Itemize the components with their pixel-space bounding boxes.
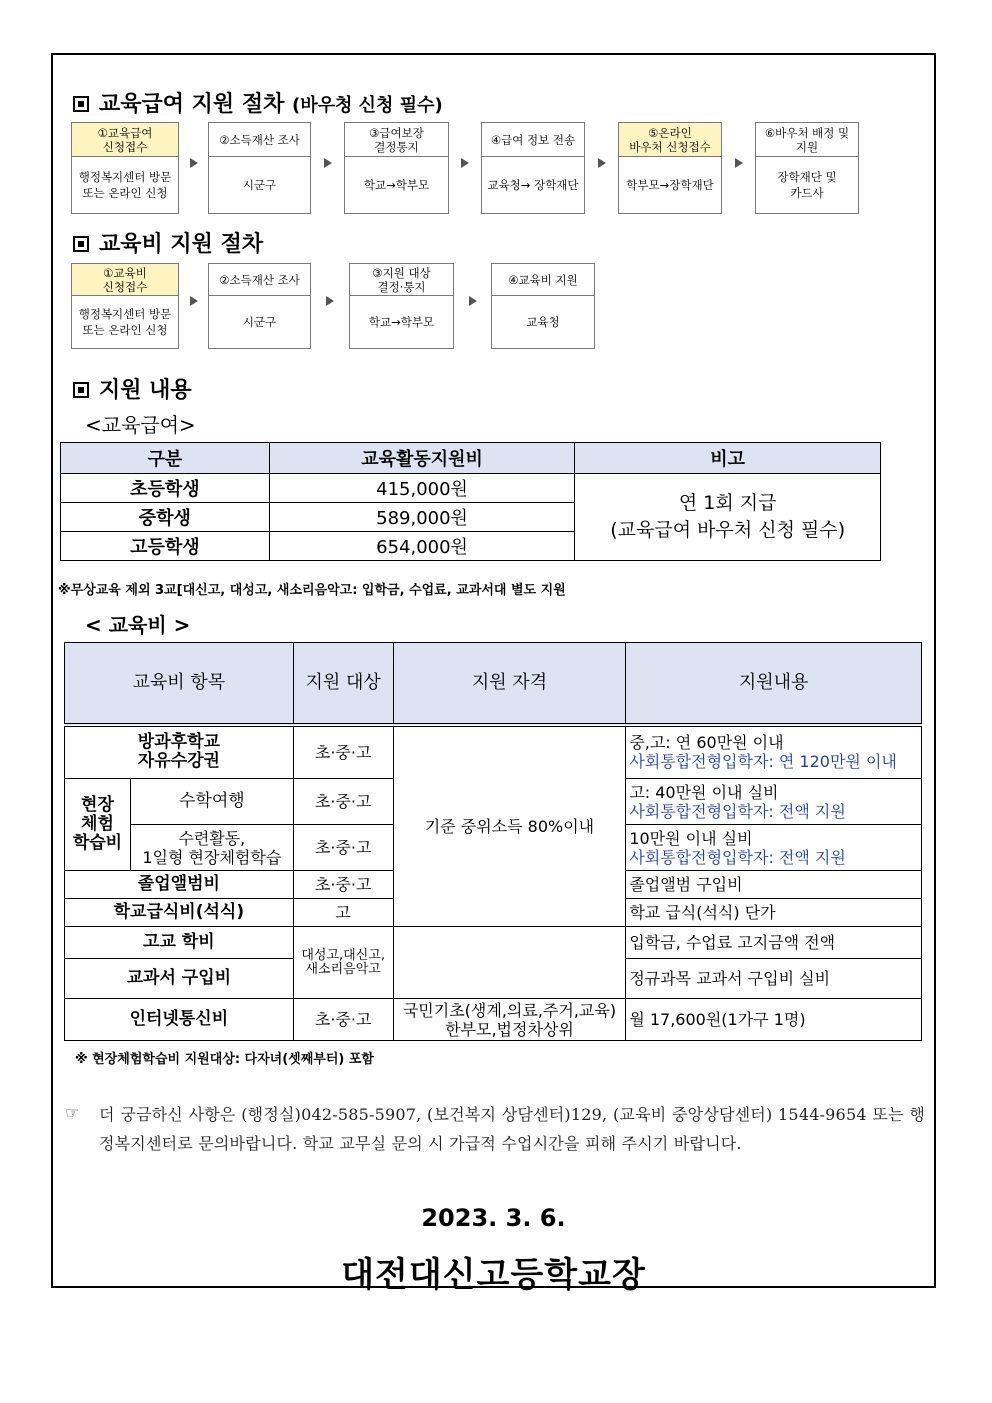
flow-arrow-icon: [190, 296, 198, 306]
step-detail: 시군구: [242, 178, 277, 192]
step-title: ④교육비 지원: [492, 264, 594, 296]
item-meal: 학교급식비(석식): [65, 899, 294, 927]
header-activity-support: 교육활동지원비: [269, 443, 575, 474]
edu-benefit-step-4: [481, 122, 585, 214]
pointing-hand-icon: ☞: [65, 1103, 80, 1122]
step-detail: 교육청→ 장학재단: [487, 178, 579, 192]
flow-arrow-icon: [735, 158, 743, 168]
flow-arrow-icon: [324, 158, 332, 168]
target-cell: 대성고,대신고, 새소리음악고: [293, 927, 393, 999]
square-bullet-icon: [73, 236, 89, 252]
notice-page: [51, 53, 936, 1295]
item-training: 수련활동, 1일형 현장체험학습: [130, 825, 293, 871]
qualification-cell-empty: [393, 927, 626, 999]
qualification-cell: 기준 중위소득 80%이내: [393, 725, 626, 927]
step-title: ③급여보장 결정통지: [345, 123, 448, 157]
item-album: 졸업앨범비: [65, 871, 294, 899]
contact-paragraph: 더 궁금하신 사항은 (행정실)042-585-5907, (보건복지 상담센터)129, (교육비 중앙상담센터) 1544-9654 또는 행정복지센터로 문의바랍니다. 학교 교무실 문의 시 가급적 수업시간을 피해 주시기 바랍니다.: [99, 1105, 925, 1153]
edu-benefit-step-1: [71, 122, 179, 214]
edu-cost-label: < 교육비 >: [85, 613, 191, 637]
target-cell: 고: [293, 899, 393, 927]
school-principal-signature: 대전대신고등학교장: [341, 1255, 646, 1295]
square-bullet-icon: [73, 382, 89, 398]
table-row: [65, 725, 922, 779]
header-item: 교육비 항목: [65, 643, 294, 725]
remarks-line-2: (교육급여 바우처 신청 필수): [610, 519, 846, 541]
edu-benefit-footnote: ※무상교육 제외 3교[대신고, 대성고, 새소리음악고: 입학금, 수업료, 교과서대 별도 지원: [58, 583, 566, 598]
row-amount: 589,000원: [269, 503, 575, 532]
step-title: ③지원 대상 결정·통지: [350, 264, 453, 296]
edu-cost-procedure-heading: 교육비 지원 절차: [73, 227, 263, 258]
content-cell: 학교 급식(석식) 단가: [626, 899, 922, 927]
header-content: 지원내용: [626, 643, 922, 725]
step-detail: 학교→학부모: [363, 178, 430, 192]
step-title: ①교육급여 신청접수: [72, 123, 178, 157]
target-cell: 초·중·고: [293, 871, 393, 899]
step-title: ⑤온라인 바우처 신청접수: [619, 123, 721, 157]
header-remarks: 비고: [575, 443, 881, 474]
table-header-row: [65, 643, 922, 725]
document-date: 2023. 3. 6.: [421, 1204, 566, 1232]
table-row: [61, 474, 881, 503]
row-amount: 415,000원: [269, 474, 575, 503]
edu-cost-step-1: [71, 263, 179, 349]
flow-arrow-icon: [461, 158, 469, 168]
step-title: ⑥바우처 배정 및 지원: [756, 123, 858, 157]
step-detail: 행정복지센터 방문 또는 온라인 신청: [78, 307, 172, 337]
table-row: [65, 999, 922, 1041]
header-qualification: 지원 자격: [393, 643, 626, 725]
item-tuition: 고교 학비: [65, 927, 294, 959]
step-detail: 시군구: [242, 315, 277, 329]
row-name: 고등학생: [61, 532, 270, 561]
table-row: [65, 927, 922, 959]
step-title: ①교육비 신청접수: [72, 264, 178, 296]
qualification-cell: 국민기초(생계,의료,주거,교육) 한부모,법정차상위: [393, 999, 626, 1041]
item-afterschool: 방과후학교 자유수강권: [65, 725, 294, 779]
remarks-line-1: 연 1회 지급: [678, 492, 777, 514]
content-cell: 입학금, 수업료 고지금액 전액: [626, 927, 922, 959]
edu-benefit-step-6: [755, 122, 859, 214]
edu-benefit-table: [60, 442, 881, 561]
row-amount: 654,000원: [269, 532, 575, 561]
step-detail: 학부모→장학재단: [626, 178, 714, 192]
edu-benefit-step-3: [344, 122, 449, 214]
item-textbook: 교과서 구입비: [65, 959, 294, 999]
flow-arrow-icon: [598, 158, 606, 168]
support-content-heading: 지원 내용: [73, 373, 192, 404]
content-cell: 졸업앨범 구입비: [626, 871, 922, 899]
edu-cost-step-4: [491, 263, 595, 349]
content-cell: 정규과목 교과서 구입비 실비: [626, 959, 922, 999]
square-bullet-icon: [73, 96, 89, 112]
step-detail: 행정복지센터 방문 또는 온라인 신청: [78, 170, 172, 200]
flow-arrow-icon: [326, 296, 334, 306]
content-cell: 중,고: 연 60만원 이내 사회통합전형입학자: 연 120만원 이내: [626, 725, 922, 779]
item-internet: 인터넷통신비: [65, 999, 294, 1041]
edu-benefit-step-2: [208, 122, 311, 214]
header-category: 구분: [61, 443, 270, 474]
content-cell: 월 17,600원(1가구 1명): [626, 999, 922, 1041]
step-title: ②소득재산 조사: [209, 123, 310, 157]
header-target: 지원 대상: [293, 643, 393, 725]
edu-benefit-step-5: [618, 122, 722, 214]
content-cell: 10만원 이내 실비 사회통합전형입학자: 전액 지원: [626, 825, 922, 871]
item-school-trip: 수학여행: [130, 779, 293, 825]
content-cell: 고: 40만원 이내 실비 사회통합전형입학자: 전액 지원: [626, 779, 922, 825]
field-trip-group-label: 현장 체험 학습비: [65, 779, 131, 871]
step-detail: 교육청: [526, 315, 560, 329]
edu-cost-step-2: [208, 263, 311, 349]
edu-cost-footnote: ※ 현장체험학습비 지원대상: 다자녀(셋째부터) 포함: [75, 1052, 374, 1067]
edu-cost-table: [64, 642, 922, 1041]
target-cell: 초·중·고: [293, 725, 393, 779]
step-title: ④급여 정보 전송: [482, 123, 584, 157]
target-cell: 초·중·고: [293, 779, 393, 825]
row-name: 초등학생: [61, 474, 270, 503]
remarks-cell: [575, 474, 881, 561]
target-cell: 초·중·고: [293, 825, 393, 871]
edu-benefit-procedure-heading: 교육급여 지원 절차 (바우청 신청 필수): [73, 87, 443, 118]
table-header-row: [61, 443, 881, 474]
row-name: 중학생: [61, 503, 270, 532]
flow-arrow-icon: [469, 296, 477, 306]
target-cell: 초·중·고: [293, 999, 393, 1041]
step-detail: 장학재단 및 카드사: [777, 170, 837, 200]
flow-arrow-icon: [190, 158, 198, 168]
edu-cost-step-3: [349, 263, 454, 349]
edu-benefit-label: <교육급여>: [85, 413, 196, 437]
step-detail: 학교→학부모: [368, 315, 435, 329]
heading-subtitle: (바우청 신청 필수): [292, 95, 443, 116]
step-title: ②소득재산 조사: [209, 264, 310, 296]
